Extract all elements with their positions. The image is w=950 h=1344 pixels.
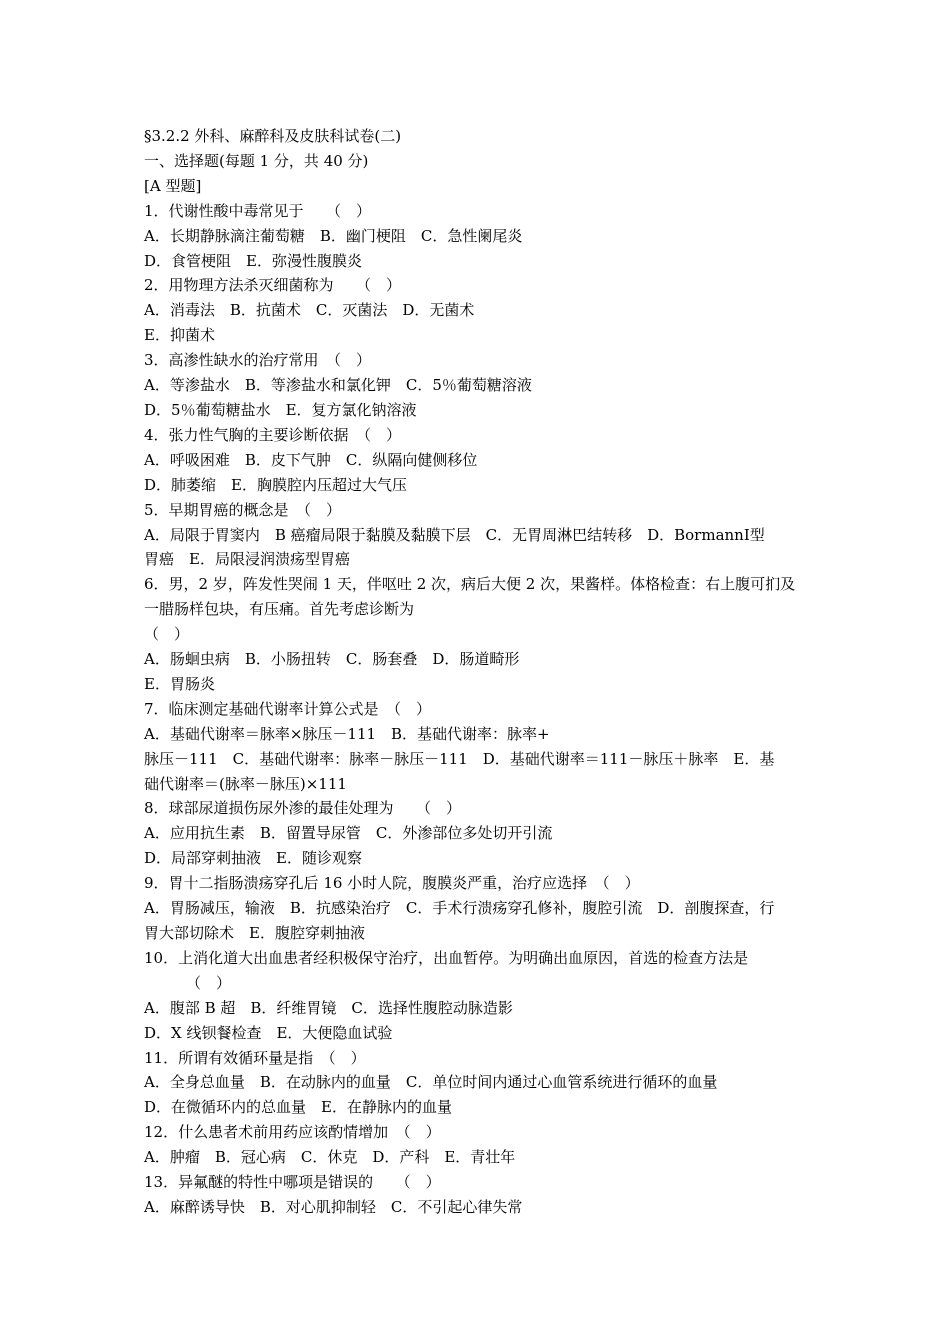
question-6-stem-line-2: 一腊肠样包块，有压痛。首先考虑诊断为 bbox=[144, 600, 415, 619]
question-11-stem: 11．所谓有效循环量是指 （ ） bbox=[144, 1048, 366, 1067]
question-2-options-line-1: A．消毒法 B．抗菌术 C．灭菌法 D．无菌术 bbox=[144, 301, 475, 320]
question-13-options-line-1: A．麻醉诱导快 B．对心肌抑制轻 C．不引起心律失常 bbox=[144, 1197, 523, 1216]
question-2-options-line-2: E．抑菌术 bbox=[144, 326, 215, 345]
doc-title: §3.2.2 外科、麻醉科及皮肤科试卷(二) bbox=[144, 127, 402, 145]
question-13-stem: 13．异氟醚的特性中哪项是错误的 （ ） bbox=[144, 1173, 441, 1192]
question-1-stem: 1．代谢性酸中毒常见于 （ ） bbox=[144, 201, 372, 220]
question-10-stem-line-2: （ ） bbox=[186, 973, 232, 992]
question-10-stem: 10．上消化道大出血患者经积极保守治疗，出血暂停。为明确出血原因，首选的检查方法是 bbox=[144, 948, 749, 967]
question-9-options-line-1: A．胃肠减压，输液 B．抗感染治疗 C．手术行溃疡穿孔修补，腹腔引流 D．剖腹探查，行 bbox=[144, 899, 775, 918]
question-8-options-line-1: A．应用抗生素 B．留置导尿管 C．外渗部位多处切开引流 bbox=[144, 824, 553, 843]
question-1-options-line-2: D．食管梗阻 E．弥漫性腹膜炎 bbox=[144, 251, 362, 270]
question-4-options-line-1: A．呼吸困难 B．皮下气肿 C．纵隔向健侧移位 bbox=[144, 450, 478, 469]
question-3-options-line-1: A．等渗盐水 B．等渗盐水和氯化钾 C．5％葡萄糖溶液 bbox=[144, 376, 532, 395]
question-10-options-line-1: A．腹部 B 超 B．纤维胃镜 C．选择性腹腔动脉造影 bbox=[144, 998, 513, 1017]
question-6-options-line-2: E．胃肠炎 bbox=[144, 674, 215, 693]
question-5-stem: 5．早期胃癌的概念是 （ ） bbox=[144, 500, 342, 519]
question-4-options-line-2: D．肺萎缩 E．胸膜腔内压超过大气压 bbox=[144, 475, 407, 494]
question-6-stem: 6．男，2 岁，阵发性哭闹 1 天，伴呕吐 2 次，病后大便 2 次，果酱样。体格检查：右上腹可扪及 bbox=[144, 575, 796, 594]
question-5-options-line-1: A．局限于胃窦内 B 癌瘤局限于黏膜及黏膜下层 C．无胃周淋巴结转移 D．BormannⅠ型 bbox=[144, 525, 765, 544]
question-5-options-line-2: 胃癌 E．局限浸润溃疡型胃癌 bbox=[144, 550, 350, 569]
question-4-stem: 4．张力性气胸的主要诊断依据 （ ） bbox=[144, 425, 402, 444]
question-3-stem: 3．高渗性缺水的治疗常用 （ ） bbox=[144, 351, 372, 370]
question-12-stem: 12．什么患者术前用药应该酌情增加 （ ） bbox=[144, 1123, 441, 1142]
question-6-options-line-1: A．肠蛔虫病 B．小肠扭转 C．肠套叠 D．肠道畸形 bbox=[144, 650, 520, 669]
question-6-stem-line-3: （ ） bbox=[144, 625, 190, 644]
question-12-options-line-1: A．肿瘤 B．冠心病 C．休克 D．产科 E．青壮年 bbox=[144, 1148, 516, 1167]
question-7-options-line-3: 础代谢率＝(脉率－脉压)×111 bbox=[144, 774, 347, 793]
question-9-options-line-2: 胃大部切除术 E．腹腔穿刺抽液 bbox=[144, 924, 365, 942]
question-type-label: [A 型题] bbox=[144, 176, 202, 195]
question-8-options-line-2: D．局部穿刺抽液 E．随诊观察 bbox=[144, 849, 362, 868]
section-heading: 一、选择题(每题 1 分，共 40 分) bbox=[144, 151, 369, 170]
question-11-options-line-1: A．全身总血量 B．在动脉内的血量 C．单位时间内通过心血管系统进行循环的血量 bbox=[144, 1073, 718, 1092]
question-1-options-line-1: A．长期静脉滴注葡萄糖 B．幽门梗阻 C．急性阑尾炎 bbox=[144, 226, 523, 245]
document-page bbox=[144, 124, 810, 1220]
question-11-options-line-2: D．在微循环内的总血量 E．在静脉内的血量 bbox=[144, 1098, 452, 1117]
question-3-options-line-2: D．5％葡萄糖盐水 E．复方氯化钠溶液 bbox=[144, 400, 417, 419]
question-7-stem: 7．临床测定基础代谢率计算公式是 （ ） bbox=[144, 699, 432, 718]
question-10-options-line-2: D．X 线钡餐检查 E．大便隐血试验 bbox=[144, 1023, 393, 1042]
question-7-options-line-2: 脉压－111 C．基础代谢率：脉率－脉压－111 D．基础代谢率＝111－脉压＋脉率 E．基 bbox=[144, 749, 775, 768]
question-2-stem: 2．用物理方法杀灭细菌称为 （ ） bbox=[144, 276, 402, 295]
question-9-stem: 9．胃十二指肠溃疡穿孔后 16 小时人院，腹膜炎严重，治疗应选择 （ ） bbox=[144, 874, 640, 893]
question-7-options-line-1: A．基础代谢率＝脉率×脉压－111 B．基础代谢率：脉率+ bbox=[144, 724, 550, 743]
question-8-stem: 8．球部尿道损伤尿外渗的最佳处理为 （ ） bbox=[144, 799, 462, 818]
